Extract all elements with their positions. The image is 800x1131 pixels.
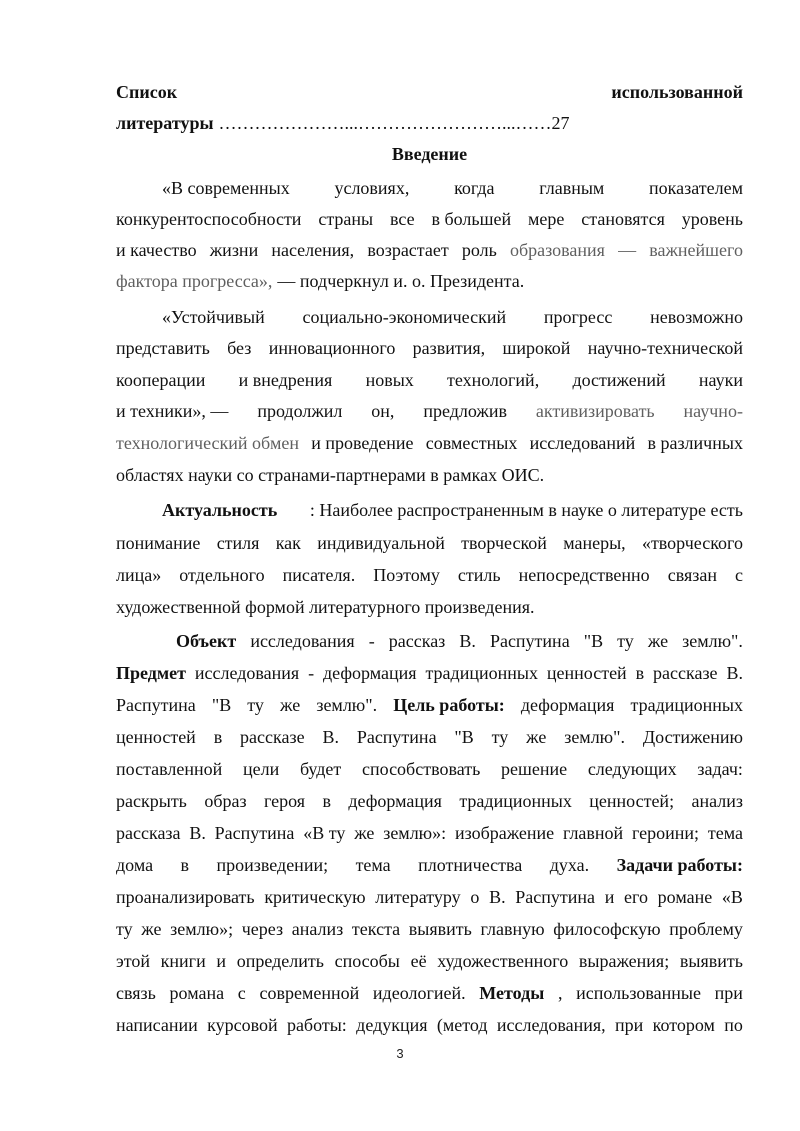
text-word: цели [242, 759, 280, 779]
bold-text: Актуальность [162, 500, 278, 520]
text-line [116, 140, 743, 168]
text-word: главной [562, 823, 624, 843]
bold-text: литературы [116, 113, 214, 133]
text-word: «В [721, 887, 743, 907]
text-word: Распутина [214, 823, 295, 843]
text-word: с [734, 565, 743, 585]
text-word: в [180, 855, 190, 875]
text-word: же [647, 631, 669, 651]
text-line [116, 78, 743, 106]
text-word: активизировать [535, 401, 655, 421]
text-word: В. [459, 631, 476, 651]
text-word: научно-технической [587, 338, 743, 358]
text-word: художественной формой литературного произведения. [116, 597, 535, 617]
text-word: литературу [375, 887, 461, 907]
text-word: он, [371, 401, 395, 421]
text-word: связан [667, 565, 717, 585]
text-line [116, 851, 743, 879]
text-word: науки [698, 370, 743, 390]
text-word: плотничества [418, 855, 523, 875]
text-word: выражения; [578, 951, 670, 971]
text-word: книги [160, 951, 206, 971]
text-word: Достижению [642, 727, 743, 747]
text-word: предложив [423, 401, 507, 421]
text-word: совместных [425, 433, 518, 453]
text-word: «творческого [641, 533, 743, 553]
text-word: становятся [581, 209, 665, 229]
text-word: связь [116, 983, 156, 1003]
text-line [116, 267, 743, 295]
text-word: проанализировать [116, 887, 255, 907]
text-word: ту [617, 631, 634, 651]
text-line [116, 529, 743, 557]
text-line [116, 366, 743, 394]
text-word: с [237, 983, 246, 1003]
text-word: духа. [549, 855, 590, 875]
text-word: землю»: [383, 823, 447, 843]
text-word: в [322, 791, 331, 811]
text-word: продолжил [257, 401, 343, 421]
text-line [116, 659, 743, 687]
text-word: землю»; [170, 919, 234, 939]
text-line [116, 429, 743, 457]
text-word: решение [501, 759, 568, 779]
text-word: этой [116, 951, 150, 971]
text-word: : Наиболее распространенным в науке о литературе есть [309, 500, 743, 520]
text-word: раскрыть [116, 791, 187, 811]
text-word: и внедрения [238, 370, 333, 390]
text-word: землю". [682, 631, 743, 651]
text-word: при [615, 1015, 644, 1035]
text-word: рассказе [240, 727, 305, 747]
text-word: Распутина [116, 695, 196, 715]
text-line [116, 915, 743, 943]
bold-text: Методы [479, 983, 545, 1003]
text-word: стиль [457, 565, 501, 585]
bold-text: Объект [176, 631, 237, 651]
text-word: областях науки со странами-партнерами в рамках ОИС. [116, 465, 545, 485]
text-word: прогресс [543, 307, 613, 327]
text-word: землю". [564, 727, 625, 747]
text-word: стиля [216, 533, 260, 553]
text-word: способы [334, 951, 400, 971]
text-word: кооперации [116, 370, 206, 390]
text-word: индивидуальной [317, 533, 445, 553]
text-word: её [410, 951, 427, 971]
text-word: и [216, 951, 227, 971]
text-line [116, 461, 743, 489]
text-word: романе [657, 887, 713, 907]
text-word: «В ту [303, 823, 346, 843]
text-word: населения, [271, 240, 355, 260]
text-word: написании [116, 1015, 198, 1035]
text-word: фактора прогресса», [116, 271, 273, 291]
text-line [176, 627, 743, 655]
text-word: В. [189, 823, 206, 843]
text-word: традиционных [425, 663, 538, 683]
text-word: традиционных [459, 791, 572, 811]
text-word: жизни [209, 240, 259, 260]
text-word: рассказе [653, 663, 718, 683]
text-word: и качество [116, 240, 197, 260]
text-word: романа [169, 983, 225, 1003]
text-line [162, 496, 743, 524]
text-word: В. [489, 887, 506, 907]
bold-text: Задачи работы: [616, 855, 743, 875]
text-line [116, 819, 743, 847]
text-word: конкурентоспособности [116, 209, 302, 229]
text-word: манеры, [563, 533, 626, 553]
text-word: образования [509, 240, 605, 260]
text-word: как [275, 533, 301, 553]
text-word: без [227, 338, 252, 358]
text-word: способствовать [362, 759, 481, 779]
text-word: ценностей [116, 727, 196, 747]
text-word: научно- [683, 401, 743, 421]
text-word: главным [539, 178, 605, 198]
text-word: при [714, 983, 743, 1003]
text-word: рассказ [388, 631, 446, 651]
text-word: "В [454, 727, 474, 747]
text-line [116, 593, 743, 621]
text-word: текста [351, 919, 401, 939]
text-word: деформация [520, 695, 615, 715]
bold-text: Предмет [116, 663, 186, 683]
text-line [116, 787, 743, 815]
text-word: героини; [632, 823, 700, 843]
text-word: достижений [572, 370, 666, 390]
text-word: анализ [691, 791, 743, 811]
text-word: работы: [286, 1015, 347, 1035]
text-word: все [390, 209, 415, 229]
text-word: анализ [291, 919, 344, 939]
text-word: исследования [250, 631, 355, 651]
text-word: ту [247, 695, 264, 715]
text-word: социально-экономический [302, 307, 507, 327]
text-line [162, 303, 743, 331]
text-word: - [368, 631, 375, 651]
text-word: изображение [454, 823, 555, 843]
text-word: по [724, 1015, 743, 1035]
text-word: поставленной [116, 759, 223, 779]
text-line [162, 174, 743, 202]
text-word: …………………...……………………...……27 [218, 113, 570, 133]
text-word: уровень [681, 209, 743, 229]
text-word: важнейшего [649, 240, 743, 260]
text-word: же [141, 919, 162, 939]
text-line [116, 1011, 743, 1039]
text-line [116, 205, 743, 233]
text-word: в [213, 727, 223, 747]
text-word: ценностей [546, 663, 627, 683]
text-word: технологий, [447, 370, 540, 390]
text-line [116, 691, 743, 719]
text-word: понимание [116, 533, 201, 553]
text-word: «Устойчивый [162, 307, 265, 327]
text-line [116, 334, 743, 362]
text-word: В. [726, 663, 743, 683]
text-word: представить [116, 338, 210, 358]
bold-text: Цель работы: [393, 695, 505, 715]
text-word: критическую [264, 887, 366, 907]
text-word: курсовой [207, 1015, 278, 1035]
text-line [116, 109, 743, 137]
text-word: задач: [697, 759, 743, 779]
text-word: же [526, 727, 547, 747]
text-word: землю". [316, 695, 378, 715]
text-word: роль [461, 240, 497, 260]
text-word: следующих [587, 759, 677, 779]
text-word: дома [116, 855, 154, 875]
text-word: идеологией. [372, 983, 466, 1003]
text-word: проблему [669, 919, 743, 939]
text-word: «В современных [162, 178, 290, 198]
text-word: тема [707, 823, 743, 843]
text-word: - [308, 663, 315, 683]
text-word: определить [236, 951, 324, 971]
text-word: условиях, [334, 178, 410, 198]
text-line [116, 561, 743, 589]
text-word: и проведение [311, 433, 414, 453]
text-word: широкой [502, 338, 571, 358]
bold-text: Введение [391, 144, 468, 164]
text-word: исследования, [496, 1015, 606, 1035]
text-word: котором [652, 1015, 715, 1035]
text-word: рассказа [116, 823, 181, 843]
text-word: (метод [436, 1015, 488, 1035]
text-line [116, 397, 743, 425]
text-word: , [557, 983, 563, 1003]
text-word: Поэтому [373, 565, 440, 585]
text-word: образ [204, 791, 247, 811]
text-word: в большей [431, 209, 512, 229]
text-word: инновационного [268, 338, 396, 358]
text-word: ту [491, 727, 509, 747]
text-word: мере [528, 209, 565, 229]
text-word: невозможно [650, 307, 743, 327]
text-word: отдельного [179, 565, 265, 585]
text-word: В. [322, 727, 339, 747]
text-word: — [618, 240, 637, 260]
text-word: писателя. [282, 565, 356, 585]
text-word: философскую [553, 919, 661, 939]
text-line [116, 723, 743, 751]
text-word: будет [299, 759, 342, 779]
bold-text: использованной [611, 82, 743, 102]
text-line [116, 236, 743, 264]
text-word: и [604, 887, 615, 907]
text-word: же [280, 695, 301, 715]
text-word: Распутина [356, 727, 437, 747]
text-line [116, 883, 743, 911]
text-word: творческой [461, 533, 547, 553]
text-word: исследований [529, 433, 636, 453]
text-word: использованные [576, 983, 701, 1003]
text-word: ценностей; [589, 791, 675, 811]
text-word: непосредственно [518, 565, 650, 585]
text-word: страны [318, 209, 374, 229]
text-word: традиционных [630, 695, 743, 715]
text-word: его [624, 887, 648, 907]
text-word: Распутина [489, 631, 570, 651]
text-word: деформация [323, 663, 417, 683]
text-word: когда [454, 178, 495, 198]
text-word: в различных [647, 433, 743, 453]
text-word: главную [480, 919, 545, 939]
text-word: произведении; [216, 855, 329, 875]
text-line [116, 979, 743, 1007]
text-word: лица» [116, 565, 162, 585]
text-word: современной [259, 983, 360, 1003]
text-word: возрастает [367, 240, 449, 260]
text-word: выявить [679, 951, 743, 971]
text-word: художественного [437, 951, 569, 971]
text-line [116, 755, 743, 783]
text-word: деформация [348, 791, 442, 811]
text-word: героя [263, 791, 306, 811]
text-word: Распутина [515, 887, 596, 907]
text-word: технологический обмен [116, 433, 299, 453]
text-word: о [470, 887, 480, 907]
text-word: "В [583, 631, 604, 651]
text-word: выявить [408, 919, 472, 939]
text-word: развития, [412, 338, 486, 358]
text-word: новых [365, 370, 414, 390]
text-word: — подчеркнул и. о. Президента. [277, 271, 525, 291]
text-word: ту [116, 919, 133, 939]
text-line [116, 947, 743, 975]
text-word: показателем [649, 178, 743, 198]
text-word: "В [211, 695, 232, 715]
text-word: через [241, 919, 284, 939]
text-word: дедукция [356, 1015, 428, 1035]
text-word: в [635, 663, 645, 683]
bold-text: Список [116, 82, 178, 102]
text-word: же [354, 823, 375, 843]
text-word: и техники», — [116, 401, 229, 421]
text-word: исследования [194, 663, 300, 683]
text-word: тема [355, 855, 391, 875]
page-number: 3 [396, 1046, 404, 1061]
